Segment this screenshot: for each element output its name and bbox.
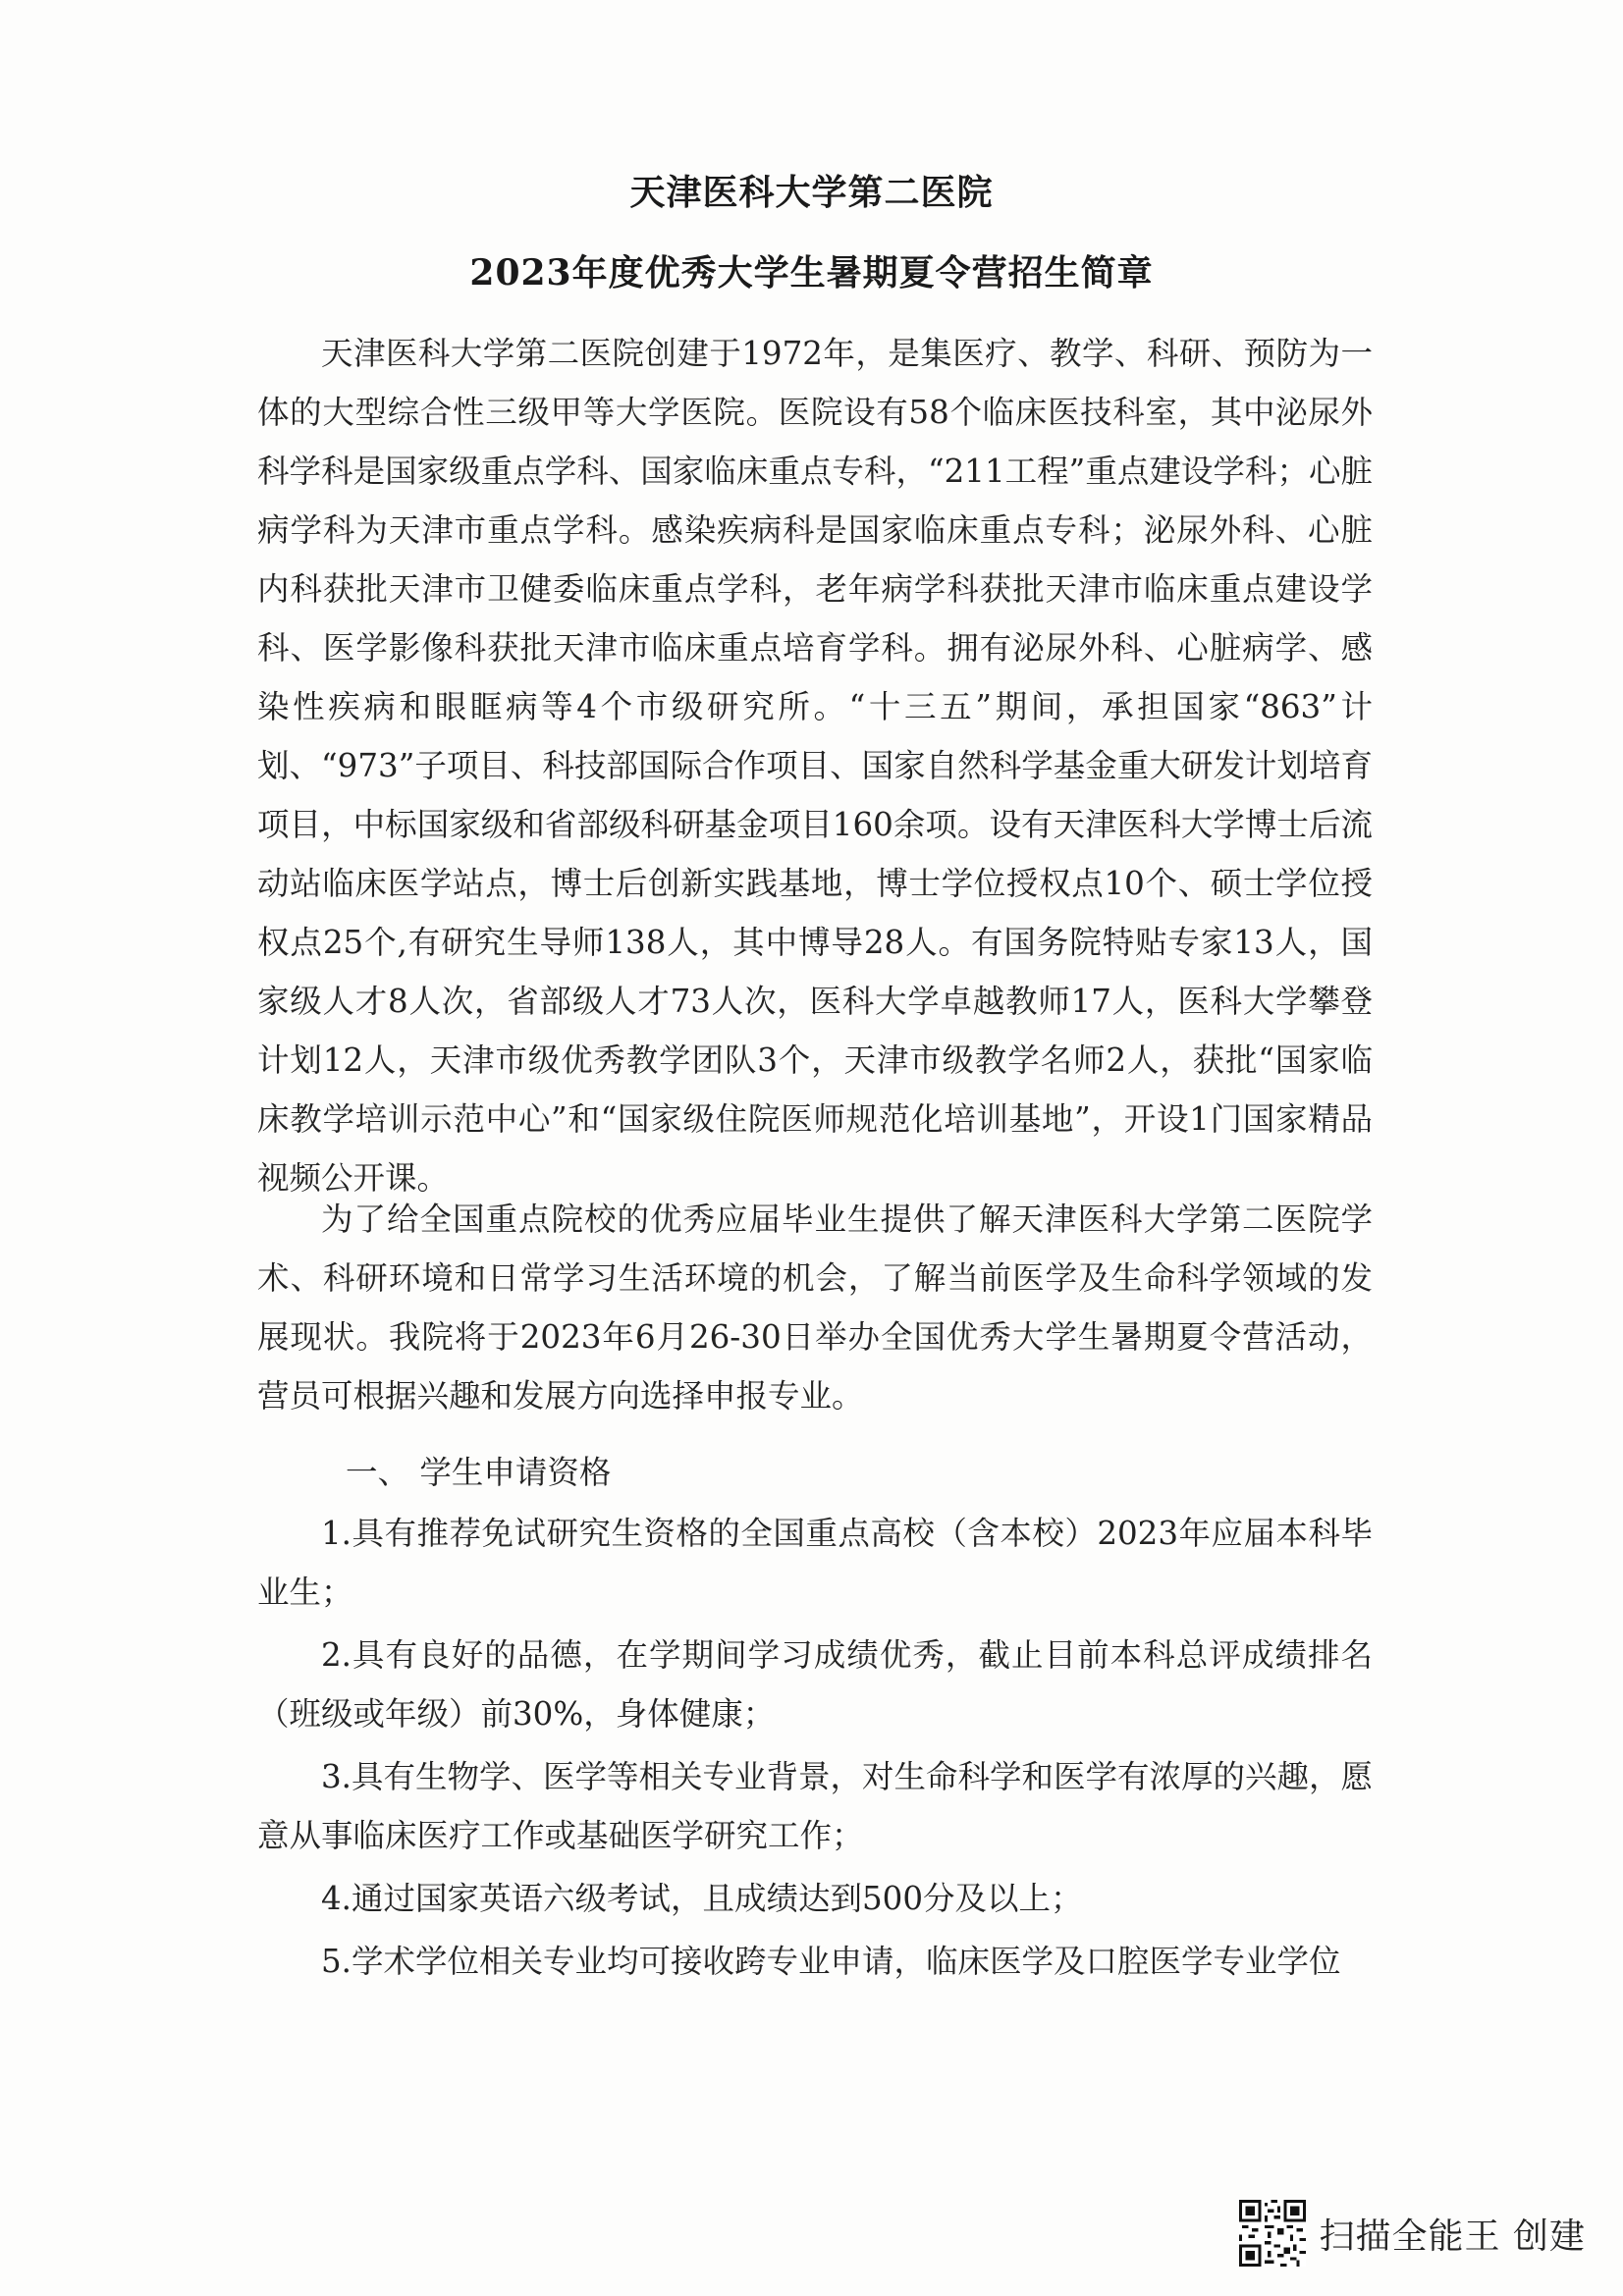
qr-code-icon: [1239, 2200, 1306, 2267]
requirement-item: 1.具有推荐免试研究生资格的全国重点高校（含本校）2023年应届本科毕业生；: [257, 1515, 1373, 1611]
section-heading-eligibility: 一、 学生申请资格: [346, 1454, 612, 1491]
intro-paragraph: 天津医科大学第二医院创建于1972年，是集医疗、教学、科研、预防为一体的大型综合性三级甲等大学医院。医院设有58个临床医技科室，其中泌尿外科学科是国家级重点学科、国家临床重点专科，“211工程”重点建设学科；心脏病学科为天津市重点学科。感染疾病科是国家临床重点专科；泌尿外科、心脏内科获批天津市卫健委临床重点学科，老年病学科获批天津市临床重点建设学科、医学影像科获批天津市临床重点培育学科。拥有泌尿外科、心脏病学、感染性疾病和眼眶病等4个市级研究所。“十三五”期间，承担国家“863”计划、“973”子项目、科技部国际合作项目、国家自然科学基金重大研发计划培育项目，中标国家级和省部级科研基金项目160余项。设有天津医科大学博士后流动站临床医学站点，博士后创新实践基地，博士学位授权点10个、硕士学位授权点25个,有研究生导师138人，其中博导28人。有国务院特贴专家13人，国家级人才8人次，省部级人才73人次，医科大学卓越教师17人，医科大学攀登计划12人，天津市级优秀教学团队3个，天津市级教学名师2人，获批“国家临床教学培训示范中心”和“国家级住院医师规范化培训基地”，开设1门国家精品视频公开课。: [257, 335, 1373, 1197]
watermark-text: 扫描全能王 创建: [1319, 2216, 1586, 2257]
purpose-paragraph-container: [257, 1190, 1373, 1425]
requirement-item: 5.学术学位相关专业均可接收跨专业申请，临床医学及口腔医学专业学位: [321, 1943, 1341, 1980]
requirement-item: 4.通过国家英语六级考试，且成绩达到500分及以上；: [321, 1880, 1083, 1917]
scanner-watermark: [1239, 2200, 1586, 2267]
requirement-item: 2.具有良好的品德，在学期间学习成绩优秀，截止目前本科总评成绩排名（班级或年级）前30%，身体健康；: [257, 1636, 1373, 1733]
document-title-line2: 2023年度优秀大学生暑期夏令营招生简章: [469, 252, 1154, 294]
intro-paragraph-container: [257, 324, 1373, 1207]
document-title-line1: 天津医科大学第二医院: [629, 172, 994, 213]
requirements-list: [257, 1504, 1373, 1995]
requirement-item: 3.具有生物学、医学等相关专业背景，对生命科学和医学有浓厚的兴趣，愿意从事临床医疗工作或基础医学研究工作；: [257, 1758, 1374, 1854]
purpose-paragraph: 为了给全国重点院校的优秀应届毕业生提供了解天津医科大学第二医院学术、科研环境和日常学习生活环境的机会，了解当前医学及生命科学领域的发展现状。我院将于2023年6月26-30日举办全国优秀大学生暑期夏令营活动，营员可根据兴趣和发展方向选择申报专业。: [257, 1201, 1373, 1415]
